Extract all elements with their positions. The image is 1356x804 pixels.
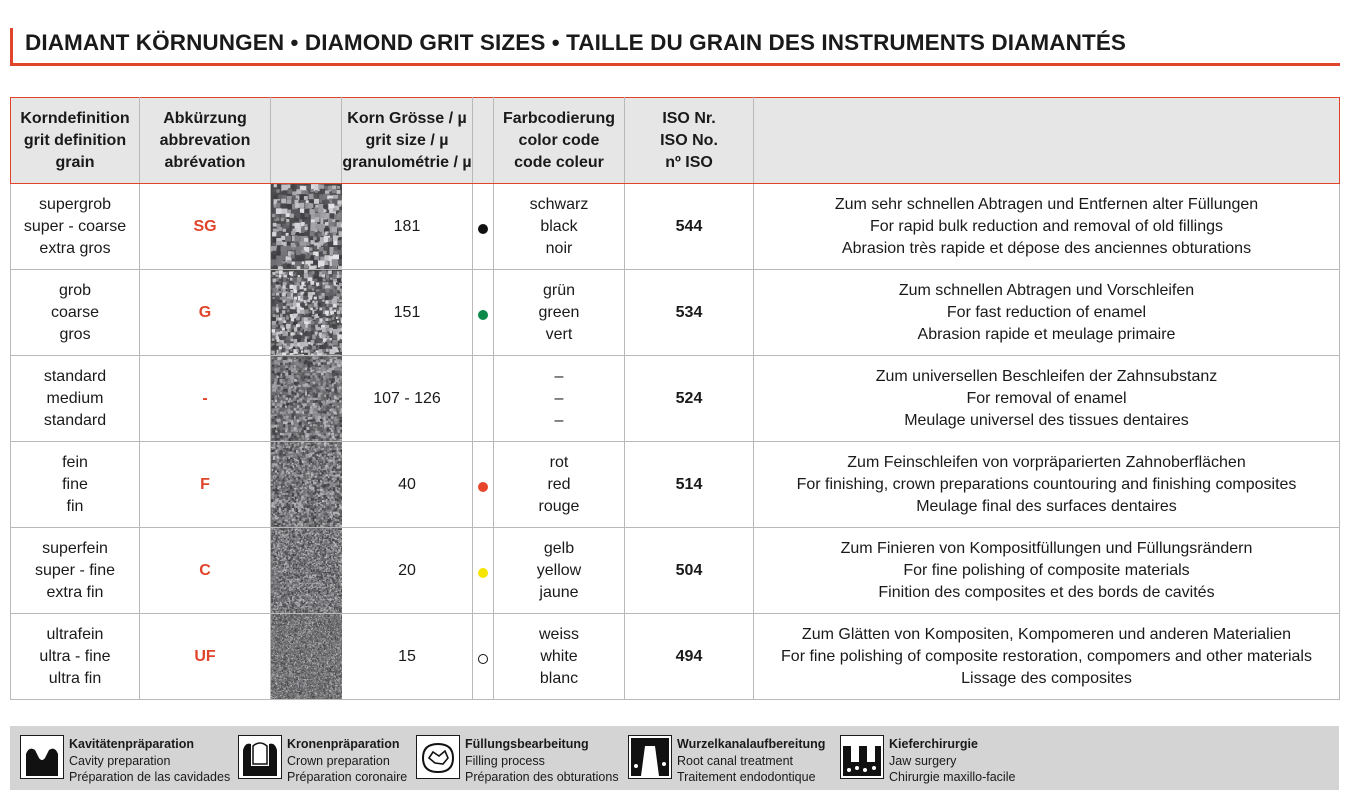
grit-abbreviation: UF xyxy=(140,614,271,700)
grit-abbreviation: G xyxy=(140,270,271,356)
color-dot xyxy=(478,654,488,664)
grit-size: 107 - 126 xyxy=(342,356,473,442)
grit-size: 151 xyxy=(342,270,473,356)
grit-description: Zum universellen Beschleifen der Zahnsubstanz For removal of enamel Meulage universel des tissues dentaires xyxy=(754,356,1340,442)
table-row xyxy=(11,614,1340,700)
color-dot xyxy=(478,310,488,320)
grit-texture-image xyxy=(271,270,342,355)
grit-definition: ultrafein ultra - fine ultra fin xyxy=(11,614,140,700)
color-dot-cell xyxy=(473,442,494,528)
grit-abbreviation: F xyxy=(140,442,271,528)
color-dot-cell xyxy=(473,184,494,270)
grit-texture-cell xyxy=(271,270,342,356)
color-code: – – – xyxy=(494,356,625,442)
iso-number: 524 xyxy=(625,356,754,442)
grit-description: Zum schnellen Abtragen und Vorschleifen For fast reduction of enamel Abrasion rapide et meulage primaire xyxy=(754,270,1340,356)
grit-definition: fein fine fin xyxy=(11,442,140,528)
color-dot xyxy=(478,224,488,234)
header-definition: Korndefinition grit definition grain xyxy=(11,98,140,184)
cavity-icon xyxy=(20,735,64,779)
color-code: weiss white blanc xyxy=(494,614,625,700)
legend-bar: Kavitätenpräparation Cavity preparation Préparation de las cavidades Kronenpräparation Crown preparation Préparation coronaire Füllungsbearbeitung Filling process Préparation des obturations Wurzelkanalaufbereitung Root canal treatment Traitement endodontique Kieferchirurgie Jaw surgery Chirurgie maxillo-facile xyxy=(10,726,1339,790)
color-dot xyxy=(478,482,488,492)
grit-size: 20 xyxy=(342,528,473,614)
header-color: Farbcodierung color code code coleur xyxy=(494,98,625,184)
grit-abbreviation: SG xyxy=(140,184,271,270)
grit-texture-image xyxy=(271,184,342,269)
grit-size: 181 xyxy=(342,184,473,270)
grit-description: Zum Feinschleifen von vorpräparierten Zahnoberflächen For finishing, crown preparations countouring and finishing composites Meulage final des surfaces dentaires xyxy=(754,442,1340,528)
page-title: DIAMANT KÖRNUNGEN • DIAMOND GRIT SIZES • TAILLE DU GRAIN DES INSTRUMENTS DIAMANTÉS xyxy=(25,30,1127,55)
header-iso: ISO Nr. ISO No. nº ISO xyxy=(625,98,754,184)
table-header-row xyxy=(11,98,1340,184)
grit-definition: grob coarse gros xyxy=(11,270,140,356)
grit-table xyxy=(10,97,1340,700)
table-row xyxy=(11,528,1340,614)
table-row xyxy=(11,442,1340,528)
grit-texture-cell xyxy=(271,614,342,700)
grit-abbreviation: C xyxy=(140,528,271,614)
grit-texture-image xyxy=(271,614,342,699)
iso-number: 514 xyxy=(625,442,754,528)
header-description xyxy=(754,98,1340,184)
iso-number: 494 xyxy=(625,614,754,700)
color-code: schwarz black noir xyxy=(494,184,625,270)
grit-texture-image xyxy=(271,356,342,441)
grit-size: 15 xyxy=(342,614,473,700)
iso-number: 504 xyxy=(625,528,754,614)
grit-abbreviation: - xyxy=(140,356,271,442)
grit-definition: supergrob super - coarse extra gros xyxy=(11,184,140,270)
header-size: Korn Grösse / µ grit size / µ granulométrie / µ xyxy=(342,98,473,184)
grit-description: Zum sehr schnellen Abtragen und Entfernen alter Füllungen For rapid bulk reduction and removal of old fillings Abrasion très rapide et dépose des anciennes obturations xyxy=(754,184,1340,270)
iso-number: 544 xyxy=(625,184,754,270)
crown-icon xyxy=(238,735,282,779)
grit-texture-cell xyxy=(271,356,342,442)
table-row xyxy=(11,184,1340,270)
grit-texture-image xyxy=(271,528,342,613)
color-code: gelb yellow jaune xyxy=(494,528,625,614)
color-code: rot red rouge xyxy=(494,442,625,528)
root-canal-icon xyxy=(628,735,672,779)
iso-number: 534 xyxy=(625,270,754,356)
grit-texture-cell xyxy=(271,184,342,270)
header-dot xyxy=(473,98,494,184)
table-row xyxy=(11,356,1340,442)
grit-texture-cell xyxy=(271,528,342,614)
color-dot xyxy=(478,568,488,578)
header-abbreviation: Abkürzung abbrevation abrévation xyxy=(140,98,271,184)
grit-description: Zum Finieren von Kompositfüllungen und Füllungsrändern For fine polishing of composite materials Finition des composites et des bords de cavités xyxy=(754,528,1340,614)
color-dot-cell xyxy=(473,270,494,356)
grit-texture-image xyxy=(271,442,342,527)
color-dot-cell xyxy=(473,356,494,442)
grit-description: Zum Glätten von Kompositen, Kompomeren und anderen Materialien For fine polishing of composite restoration, compomers and other materials Lissage des composites xyxy=(754,614,1340,700)
jaw-surgery-icon xyxy=(840,735,884,779)
grit-size: 40 xyxy=(342,442,473,528)
color-code: grün green vert xyxy=(494,270,625,356)
color-dot-cell xyxy=(473,614,494,700)
header-texture xyxy=(271,98,342,184)
grit-texture-cell xyxy=(271,442,342,528)
title-bar xyxy=(10,28,1340,66)
color-dot-cell xyxy=(473,528,494,614)
filling-icon xyxy=(416,735,460,779)
grit-definition: superfein super - fine extra fin xyxy=(11,528,140,614)
grit-definition: standard medium standard xyxy=(11,356,140,442)
table-row xyxy=(11,270,1340,356)
